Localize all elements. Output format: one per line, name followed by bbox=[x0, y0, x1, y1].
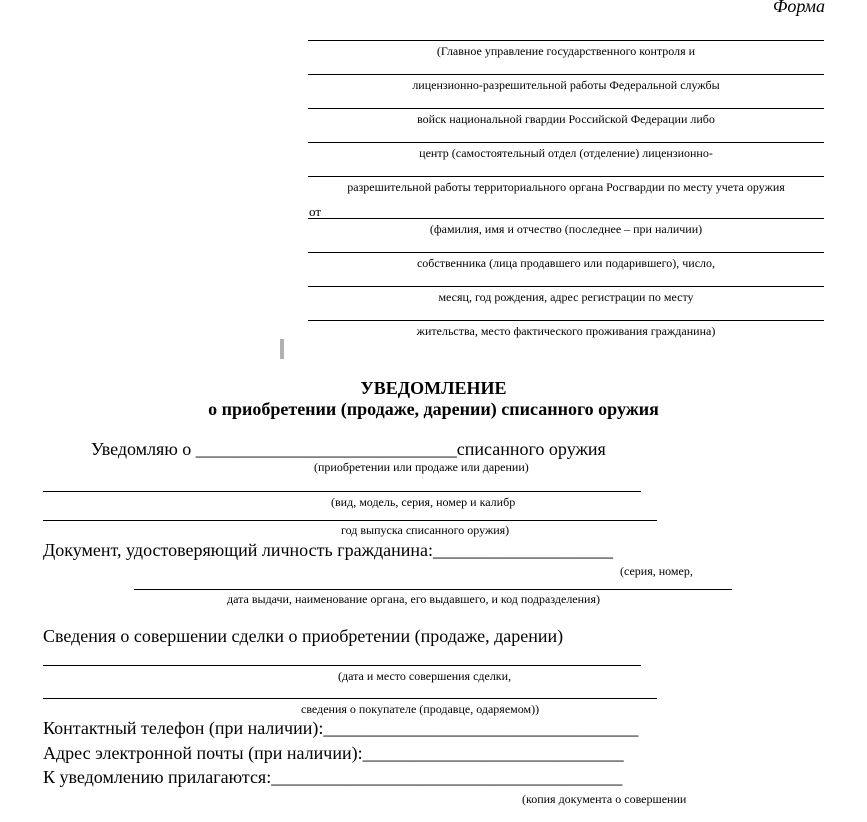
deal-line-1[interactable] bbox=[43, 665, 641, 666]
id-doc-label: Документ, удостоверяющий личность гражданина: bbox=[43, 540, 434, 560]
attached-hint: (копия документа о совершении bbox=[522, 792, 687, 806]
form-label: Форма bbox=[772, 0, 825, 16]
header-caption-2: лицензионно-разрешительной работы Федеральной службы bbox=[412, 78, 720, 92]
email-label: Адрес электронной почты (при наличии): bbox=[43, 743, 363, 763]
sender-line-2 bbox=[308, 252, 824, 253]
document-title: УВЕДОМЛЕНИЕ bbox=[360, 378, 507, 398]
notify-blank[interactable]: _____________________________ bbox=[195, 439, 457, 459]
header-caption-5: разрешительной работы территориального органа Росгвардии по месту учета оружия bbox=[347, 180, 785, 194]
from-label: от bbox=[309, 204, 322, 219]
sender-caption-3: месяц, год рождения, адрес регистрации по месту bbox=[438, 290, 694, 304]
phone-label: Контактный телефон (при наличии): bbox=[43, 718, 324, 738]
weapon-line-1[interactable] bbox=[43, 491, 641, 492]
weapon-hint-2: год выпуска списанного оружия) bbox=[341, 523, 510, 537]
sender-caption-2: собственника (лица продавшего или подарившего), число, bbox=[416, 256, 716, 270]
attached-label: К уведомлению прилагаются: bbox=[43, 767, 272, 787]
attached-line bbox=[43, 767, 622, 788]
document-subtitle: о приобретении (продаже, дарении) списанного оружия bbox=[208, 399, 659, 419]
phone-blank[interactable]: ___________________________________ bbox=[323, 718, 639, 738]
sender-line-1 bbox=[308, 218, 824, 219]
text-cursor bbox=[280, 339, 284, 359]
id-doc-hint-1: (серия, номер, bbox=[620, 564, 693, 578]
header-line-4 bbox=[308, 142, 824, 143]
deal-label: Сведения о совершении сделки о приобретении (продаже, дарении) bbox=[43, 626, 564, 646]
email-line bbox=[43, 743, 624, 764]
email-blank[interactable]: _____________________________ bbox=[362, 743, 624, 763]
deal-hint-2: сведения о покупателе (продавце, одаряемом)) bbox=[301, 702, 540, 716]
weapon-hint-1: (вид, модель, серия, номер и калибр bbox=[331, 495, 516, 509]
sender-caption-4: жительства, место фактического проживания гражданина) bbox=[416, 324, 716, 338]
id-doc-hint-2: дата выдачи, наименование органа, его выдавшего, и код подразделения) bbox=[227, 592, 600, 606]
header-caption-1: (Главное управление государственного контроля и bbox=[436, 44, 696, 58]
notify-line bbox=[91, 439, 606, 460]
header-line-5 bbox=[308, 176, 824, 177]
sender-caption-1: (фамилия, имя и отчество (последнее – при наличии) bbox=[429, 222, 703, 236]
header-caption-3: войск национальной гвардии Российской Федерации либо bbox=[417, 112, 715, 126]
notify-suffix: списанного оружия bbox=[456, 439, 606, 459]
id-doc-line-2[interactable] bbox=[134, 589, 732, 590]
attached-blank[interactable]: _______________________________________ bbox=[271, 767, 623, 787]
weapon-line-2[interactable] bbox=[43, 520, 657, 521]
deal-hint-1: (дата и место совершения сделки, bbox=[338, 669, 512, 683]
notify-prefix: Уведомляю о bbox=[91, 439, 192, 459]
id-doc-blank[interactable]: ____________________ bbox=[433, 540, 614, 560]
header-line-3 bbox=[308, 108, 824, 109]
sender-line-4 bbox=[308, 320, 824, 321]
phone-line bbox=[43, 718, 638, 739]
header-caption-4: центр (самостоятельный отдел (отделение) лицензионно- bbox=[419, 146, 713, 160]
header-line-1 bbox=[308, 40, 824, 41]
deal-line-2[interactable] bbox=[43, 698, 657, 699]
notify-hint: (приобретении или продаже или дарении) bbox=[314, 460, 529, 474]
sender-line-3 bbox=[308, 286, 824, 287]
header-line-2 bbox=[308, 74, 824, 75]
id-doc-line bbox=[43, 540, 613, 561]
